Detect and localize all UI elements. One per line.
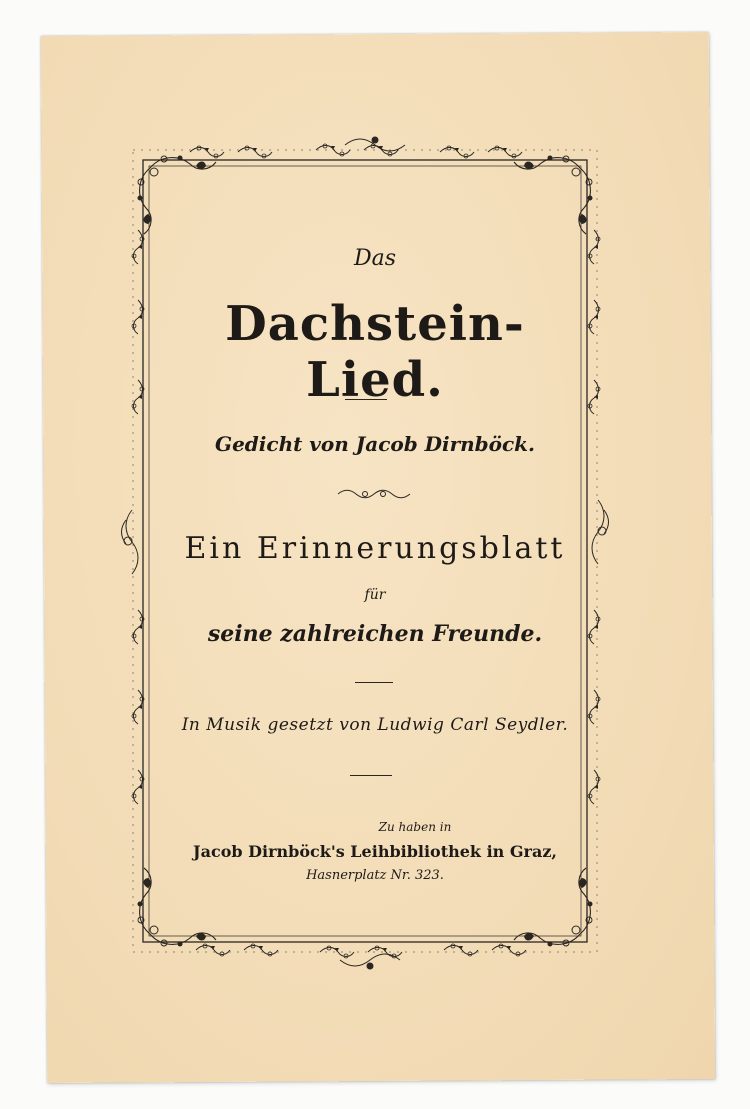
rule-under-friends [355, 682, 393, 683]
poem-credit: Gedicht von Jacob Dirnböck. [215, 432, 535, 456]
music-credit: In Musik gesetzt von Ludwig Carl Seydler. [181, 715, 569, 735]
rule-under-music [350, 775, 392, 776]
subtitle: Ein Erinnerungsblatt [184, 531, 566, 566]
page-title: Dachstein-Lied. [225, 296, 525, 408]
divider-ornament [338, 490, 410, 498]
heading-small: Das [353, 246, 397, 271]
library-name: Jacob Dirnböck's Leihbibliothek in Graz, [193, 842, 557, 861]
friends-line: seine zahlreichen Freunde. [207, 621, 543, 647]
availability-note: Zu haben in [378, 820, 452, 834]
library-address: Hasnerplatz Nr. 323. [306, 868, 444, 883]
for-word: für [364, 587, 386, 603]
